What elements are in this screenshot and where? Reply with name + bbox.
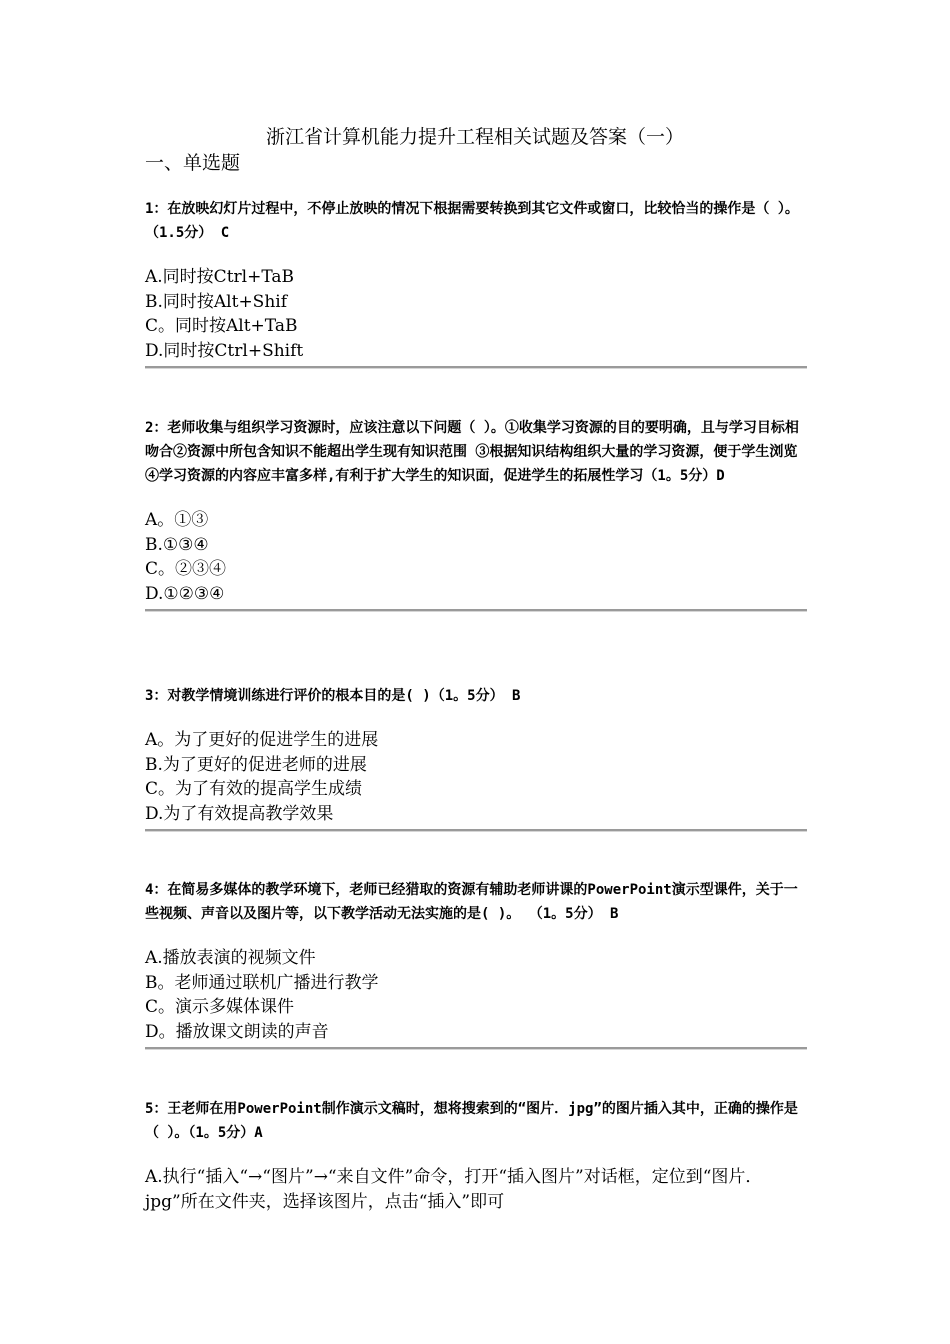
question-stem: 4：在简易多媒体的教学环境下，老师已经猎取的资源有辅助老师讲课的PowerPoint演示型课件，关于一些视频、声音以及图片等，以下教学活动无法实施的是( )。 （1。5分） B xyxy=(145,882,798,922)
question-1 xyxy=(145,197,807,369)
option-c: C。演示多媒体课件 xyxy=(145,997,295,1018)
option-b: B.为了更好的促进老师的进展 xyxy=(145,754,367,775)
option-list xyxy=(145,265,807,364)
option-list xyxy=(145,946,807,1045)
question-divider xyxy=(145,366,807,369)
option-a: A.播放表演的视频文件 xyxy=(145,948,316,968)
option-a: A.同时按Ctrl+TaB xyxy=(145,267,294,287)
question-stem: 5：王老师在用PowerPoint制作演示文稿时，想将搜索到的“图片．jpg”的图片插入其中，正确的操作是（ ）。（1。5分）A xyxy=(145,1101,798,1141)
question-stem: 3：对教学情境训练进行评价的根本目的是( )（1。5分） B xyxy=(145,688,521,704)
option-c: C。同时按Alt+TaB xyxy=(145,316,298,337)
option-b: B.同时按Alt+Shif xyxy=(145,291,288,312)
option-b: B.①③④ xyxy=(145,534,209,555)
question-4 xyxy=(145,878,807,1050)
option-d: D.同时按Ctrl+Shift xyxy=(145,341,304,362)
option-list xyxy=(145,1165,807,1215)
option-d: D.①②③④ xyxy=(145,584,225,605)
option-list xyxy=(145,728,807,827)
question-divider xyxy=(145,1047,807,1050)
question-stem: 1：在放映幻灯片过程中，不停止放映的情况下根据需要转换到其它文件或窗口，比较恰当的操作是（ ）。（1.5分） C xyxy=(145,201,799,241)
option-c: C。②③④ xyxy=(145,559,227,580)
option-d: D。播放课文朗读的声音 xyxy=(145,1022,329,1043)
document-title: 浙江省计算机能力提升工程相关试题及答案（一） xyxy=(265,126,684,148)
option-a: A.执行“插入“→“图片”→“来自文件”命令，打开“插入图片”对话框，定位到“图片．jpg”所在文件夹，选择该图片，点击“插入”即可 xyxy=(145,1167,763,1212)
question-divider xyxy=(145,829,807,832)
question-5 xyxy=(145,1097,807,1215)
section-heading: 一、单选题 xyxy=(145,152,241,174)
option-a: A。①③ xyxy=(145,510,209,530)
question-stem: 2：老师收集与组织学习资源时，应该注意以下问题（ ）。①收集学习资源的目的要明确，且与学习目标相吻合②资源中所包含知识不能超出学生现有知识范围 ③根据知识结构组织大量的学习资源，便于学生浏览④学习资源的内容应丰富多样,有利于扩大学生的知识面，促进学生的拓展性学习（1。5分）D xyxy=(145,420,799,484)
question-3 xyxy=(145,684,807,832)
option-b: B。老师通过联机广播进行教学 xyxy=(145,972,379,993)
option-list xyxy=(145,508,807,607)
question-divider xyxy=(145,609,807,612)
question-2 xyxy=(145,416,807,612)
option-c: C。为了有效的提高学生成绩 xyxy=(145,779,363,800)
option-d: D.为了有效提高教学效果 xyxy=(145,804,334,825)
option-a: A。为了更好的促进学生的进展 xyxy=(145,730,379,750)
